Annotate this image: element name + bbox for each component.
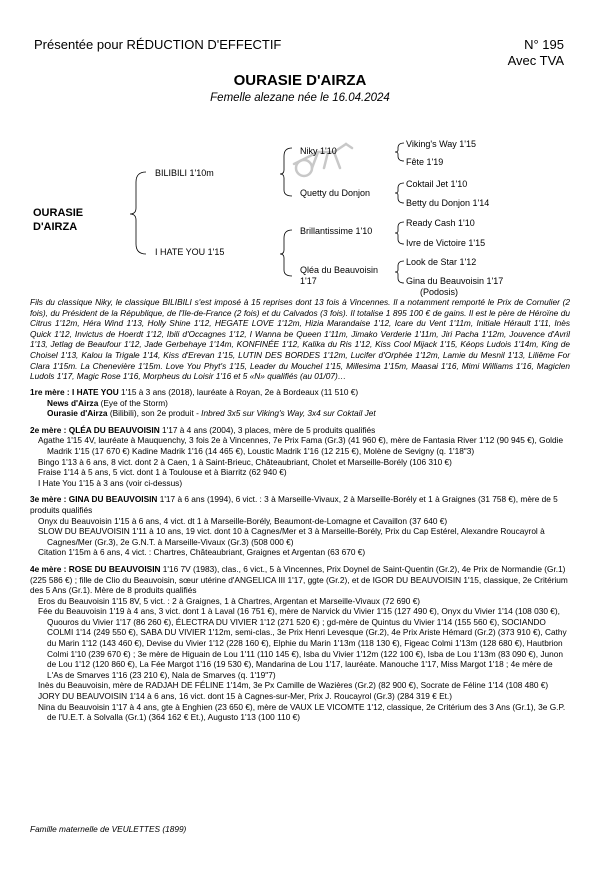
pedigree-g3: (Podosis)	[420, 287, 459, 297]
produce-line: Agathe 1'15 4V, lauréate à Mauquenchy, 3 fois 2e à Vincennes, 7e Prix Fama (Gr.3) (41 960 €), mère de Fantasia River 1'12 (90 945 €), Goldie Madrik 1'15 (17 670 €) Kadine Madrik 1'16 (14 465 €), Loustic Madrik 1'16 (12 215 €), Molène de Sevigny (q. 1'18"3)	[38, 435, 564, 456]
produce-line: JORY DU BEAUVOISIN 1'14 à 6 ans, 16 vict. dont 15 à Cagnes-sur-Mer, Prix J. Roucayrol (Gr.3) (284 319 € Et.)	[38, 691, 452, 702]
sire-intro: Fils du classique Niky, le classique BILIBILI s'est imposé à 15 reprises dont 13 fois à Vincennes. Il a notamment remporté le Prix de Cornulier (2 fois), du Président de la République, de l'Ile-de-France (2 fois) et du Calvados (3 fois). Il totalise 1 895 100 € de gains. Il est le père de Héroïne du Citrus 1'12m, Héra Wind 1'13, Holly Shine 1'12, HEGATE LOVE 1'12m, Hizia Marandaise 1'12, Icare du Vent 1'11m, Initiale Hérault 1'11, Inès Quick 1'12, Invictus de Hoerdt 1'12, Ibili d'Occagnes 1'12, I Wanna be Queen 1'11m, Jimako Verderie 1'11m, Jiri Pacha 1'12m, Jouvence d'Avril 1'13, Jetlag de Beaufour 1'12, Jade Gerbehaye 1'14m, KONFINÉE 1'12, Kalika du Ris 1'12, Kiss Cool Mijack 1'15, Kéops Ludois 1'14m, King de Choisel 1'13, Kalou la Trigale 1'14, Kiss d'Erevan 1'15, LUTIN DES BORDES 1'12m, Lucifer d'Orphée 1'12m, Lamie du Mesnil 1'13, Liliême For Clara 1'15m. La Chenevière 1'15m. Love You Phyt's 1'15, Leader du Mouchel 1'15, Millesima 1'15m, Maasai 1'16, Mimi Williams 1'16, Magiclen Ludols 1'17, Magic Rose 1'16, Morpheus du Loisir 1'16 et 5 «N» qualifiés (au 01/07)…	[30, 297, 570, 382]
pedigree-dam-sire: Brillantissime 1'10	[300, 226, 373, 236]
pedigree-sire-sire: Niky 1'10	[300, 146, 337, 156]
third-dam: 3e mère : GINA DU BEAUVOISIN 1'17 à 6 ans (1994), 6 vict. : 3 à Marseille-Vivaux, 2 à Marseille-Borély et 1 à Graignes (31 758 €), mère de 5 produits qualifiés Onyx du Beauvoisin 1'15 à 6 ans, 4 vict. dt 1 à Marseille-Borély, Beaumont-de-Lomagne et Cavaillon (37 640 €) SLOW DU BEAUVOISIN 1'11 à 10 ans, 19 vict. dont 10 à Cagnes/Mer et 3 à Marseille-Borély, Prix du Cap Estérel, Alexandre Roucayrol à Cagnes/Mer (Gr.3), 2e G.N.T. à Marseille-Vivaux (Gr.3) (508 000 €) Citation 1'15m à 6 ans, 4 vict. : Chartres, Châteaubriant, Graignes et Argentan (63 670 €)	[30, 494, 570, 558]
produce-line: Nina du Beauvoisin 1'17 à 4 ans, gte à Enghien (23 650 €), mère de VAUX LE VICOMTE 1'12, classique, 2e Critérium des 3 Ans (Gr.1), 3e G.P. de l'U.E.T. à Solvalla (Gr.1) (364 162 € Et.), Augusto 1'13 (100 110 €)	[38, 701, 566, 723]
produce-line: Fraise 1'14 à 5 ans, 5 vict. dont 1 à Toulouse et à Biarritz (62 940 €)	[38, 467, 287, 478]
pedigree-g3: Gina du Beauvoisin 1'17	[406, 276, 504, 286]
produce-line: Citation 1'15m à 6 ans, 4 vict. : Chartres, Châteaubriant, Graignes et Argentan (63 670 €)	[38, 547, 366, 558]
produce-line: Inès du Beauvoisin, mère de RADJAH DE FÉLINE 1'14m, 3e Px Camille de Wazières (Gr.2) (82 900 €), Socrate de Féline 1'14 (108 480 €)	[38, 680, 549, 691]
pedigree-g3: Coktail Jet 1'10	[406, 179, 468, 189]
horse-description: Femelle alezane née le 16.04.2024	[210, 92, 390, 104]
horse-name: OURASIE D'AIRZA	[233, 72, 367, 89]
pedigree-g3: Ready Cash 1'10	[406, 218, 475, 228]
lot-number: N° 195	[524, 37, 564, 52]
produce-line: SLOW DU BEAUVOISIN 1'11 à 10 ans, 19 vict. dont 10 à Cagnes/Mer et 3 à Marseille-Borély, Prix du Cap Estérel, Alexandre Roucayrol à Cagnes/Mer (Gr.3), 2e G.N.T. à Marseille-Vivaux (Gr.3) (508 000 €)	[38, 526, 545, 547]
first-dam: 1re mère : I HATE YOU 1'15 à 3 ans (2018), lauréate à Royan, 2e à Bordeaux (11 510 €) News d'Airza (Eye of the Storm) Ourasie d'Airza (Bilibili), son 2e produit - Inbred 3x5 sur Viking's Way, 3x4 sur Coktail Jet	[30, 387, 376, 419]
produce-line: Onyx du Beauvoisin 1'15 à 6 ans, 4 vict. dt 1 à Marseille-Borély, Beaumont-de-Lomagne et Cavaillon (37 640 €)	[38, 515, 448, 526]
pedigree-dam-dam: Qléa du Beauvoisin 1'17	[300, 265, 379, 286]
fourth-dam: 4e mère : ROSE DU BEAUVOISIN 1'16 7V (1983), clas., 6 vict., 5 à Vincennes, Prix Doynel de Saint-Quentin (Gr.2), 4e Prix de Normandie (Gr.1) (225 586 €) ; fille de Clio du Beauvoisin, sœur utérine d'ANGELICA III 1'17, ggte (Gr.2), et de IGOR DU BEAUVOISIN 1'15, classique, 2e Critérium des 5 Ans (Gr.1). Mère de 8 produits qualifiés Eros du Beauvoisin 1'15 8V, 5 vict. : 2 à Graignes, 1 à Chartres, Argentan et Marseille-Vivaux (72 690 €) Fée du Beauvoisin 1'19 à 4 ans, 3 vict. dont 1 à Laval (16 751 €), mère de Narvick du Vivier 1'15 (127 490 €), Onyx du Vivier 1'14 (108 030 €), Quouros du Vivier 1'17 (86 260 €), ÉLECTRA DU VIVIER 1'12 (271 520 €) ; gd-mère de Quintus du Vivier 1'14 (155 560 €), SOCIANDO COLMI 1'14 (249 550 €), SABA DU VIVIER 1'12m, semi-clas., 3e Prix Henri Levesque (Gr.2), 4e Prix Ariste Hémard (Gr.2) (373 910 €), Cathy du Marin 1'12 (143 460 €), Devise du Vivier 1'12 (228 160 €), Elphie du Marin 1'13m (118 130 €), Figeac Colmi 1'13m (128 680 €), Hautbrion Colmi 1'10 (239 670 €) ; 3e mère de Higuain de Lou 1'11 (110 145 €), Isba du Vivier 1'12m (122 100 €), Isba de Lou 1'13m (83 090 €), Junon de Lou 1'12 (120 860 €), La Fée Margot 1'16 (19 530 €), Mandarina de Lou 1'17, lauréate. Manouche 1'17, Miss Margot 1'18 ; 4e mère de L'As de Smarves 1'16 (23 210 €), Nala de Smarves (q. 1'19"7) Inès du Beauvoisin, mère de RADJAH DE FÉLINE 1'14m, 3e Px Camille de Wazières (Gr.2) (82 900 €), Socrate de Féline 1'14 (108 480 €) JORY DU BEAUVOISIN 1'14 à 6 ans, 16 vict. dont 15 à Cagnes-sur-Mer, Prix J. Roucayrol (Gr.3) (284 319 € Et.) Nina du Beauvoisin 1'17 à 4 ans, gte à Enghien (23 650 €), mère de VAUX LE VICOMTE 1'12, classique, 2e Critérium des 3 Ans (Gr.1), 3e G.P. de l'U.E.T. à Solvalla (Gr.1) (364 162 € Et.), Augusto 1'13 (100 110 €)	[30, 564, 570, 723]
second-dam: 2e mère : QLÉA DU BEAUVOISIN 1'17 à 4 ans (2004), 3 places, mère de 5 produits qualifiés Agathe 1'15 4V, lauréate à Mauquenchy, 3 fois 2e à Vincennes, 7e Prix Fama (Gr.3) (41 960 €), mère de Fantasia River 1'12 (90 945 €), Goldie Madrik 1'15 (17 670 €) Kadine Madrik 1'16 (14 465 €), Loustic Madrik 1'16 (12 215 €), Molène de Sevigny (q. 1'18"3) Bingo 1'13 à 6 ans, 8 vict. dont 2 à Caen, 1 à Saint-Brieuc, Châteaubriant, Cholet et Marseille-Borély (106 310 €) Fraise 1'14 à 5 ans, 5 vict. dont 1 à Toulouse et à Biarritz (62 940 €) I Hate You 1'15 à 3 ans (voir ci-dessus)	[30, 425, 570, 489]
produce-line: Bingo 1'13 à 6 ans, 8 vict. dont 2 à Caen, 1 à Saint-Brieuc, Châteaubriant, Cholet et Marseille-Borély (106 310 €)	[38, 456, 452, 467]
pedigree-sire-dam: Quetty du Donjon	[300, 188, 371, 198]
tax-label: Avec TVA	[507, 53, 564, 68]
pedigree-sire: BILIBILI 1'10m	[155, 168, 214, 178]
pedigree-g3: Viking's Way 1'15	[406, 139, 476, 149]
produce-line: Fée du Beauvoisin 1'19 à 4 ans, 3 vict. dont 1 à Laval (16 751 €), mère de Narvick du Vivier 1'15 (127 490 €), Onyx du Vivier 1'14 (108 030 €), Quouros du Vivier 1'17 (86 260 €), ÉLECTRA DU VIVIER 1'12 (271 520 €) ; gd-mère de Quintus du Vivier 1'14 (155 560 €), SOCIANDO COLMI 1'14 (249 550 €), SABA DU VIVIER 1'12m, semi-clas., 3e Prix Henri Levesque (Gr.2), 4e Prix Ariste Hémard (Gr.2) (373 910 €), Cathy du Marin 1'12 (143 460 €), Devise du Vivier 1'12 (228 160 €), Elphie du Marin 1'13m (118 130 €), Figeac Colmi 1'13m (128 680 €), Hautbrion Colmi 1'10 (239 670 €) ; 3e mère de Higuain de Lou 1'11 (110 145 €), Isba du Vivier 1'12m (122 100 €), Isba de Lou 1'13m (83 090 €), Junon de Lou 1'12 (120 860 €), La Fée Margot 1'16 (19 530 €), Mandarina de Lou 1'17, lauréate. Manouche 1'17, Miss Margot 1'18 ; 4e mère de L'As de Smarves 1'16 (23 210 €), Nala de Smarves (q. 1'19"7)	[38, 606, 567, 680]
produce-line: I Hate You 1'15 à 3 ans (voir ci-dessus)	[38, 477, 183, 488]
pedigree-g3: Ivre de Victoire 1'15	[406, 238, 486, 248]
maternal-family-footer: Famille maternelle de VEULETTES (1899)	[30, 824, 187, 834]
pedigree-dam: I HATE YOU 1'15	[155, 247, 225, 257]
pedigree-subject: OURASIE D'AIRZA	[33, 207, 84, 233]
pedigree-g3: Fête 1'19	[406, 157, 444, 167]
sale-label: Présentée pour RÉDUCTION D'EFFECTIF	[34, 37, 282, 52]
pedigree-g3: Betty du Donjon 1'14	[406, 198, 490, 208]
produce-line: Eros du Beauvoisin 1'15 8V, 5 vict. : 2 à Graignes, 1 à Chartres, Argentan et Marseille-Vivaux (72 690 €)	[38, 595, 421, 606]
maternal-family	[30, 387, 570, 729]
pedigree-g3: Look de Star 1'12	[406, 257, 477, 267]
